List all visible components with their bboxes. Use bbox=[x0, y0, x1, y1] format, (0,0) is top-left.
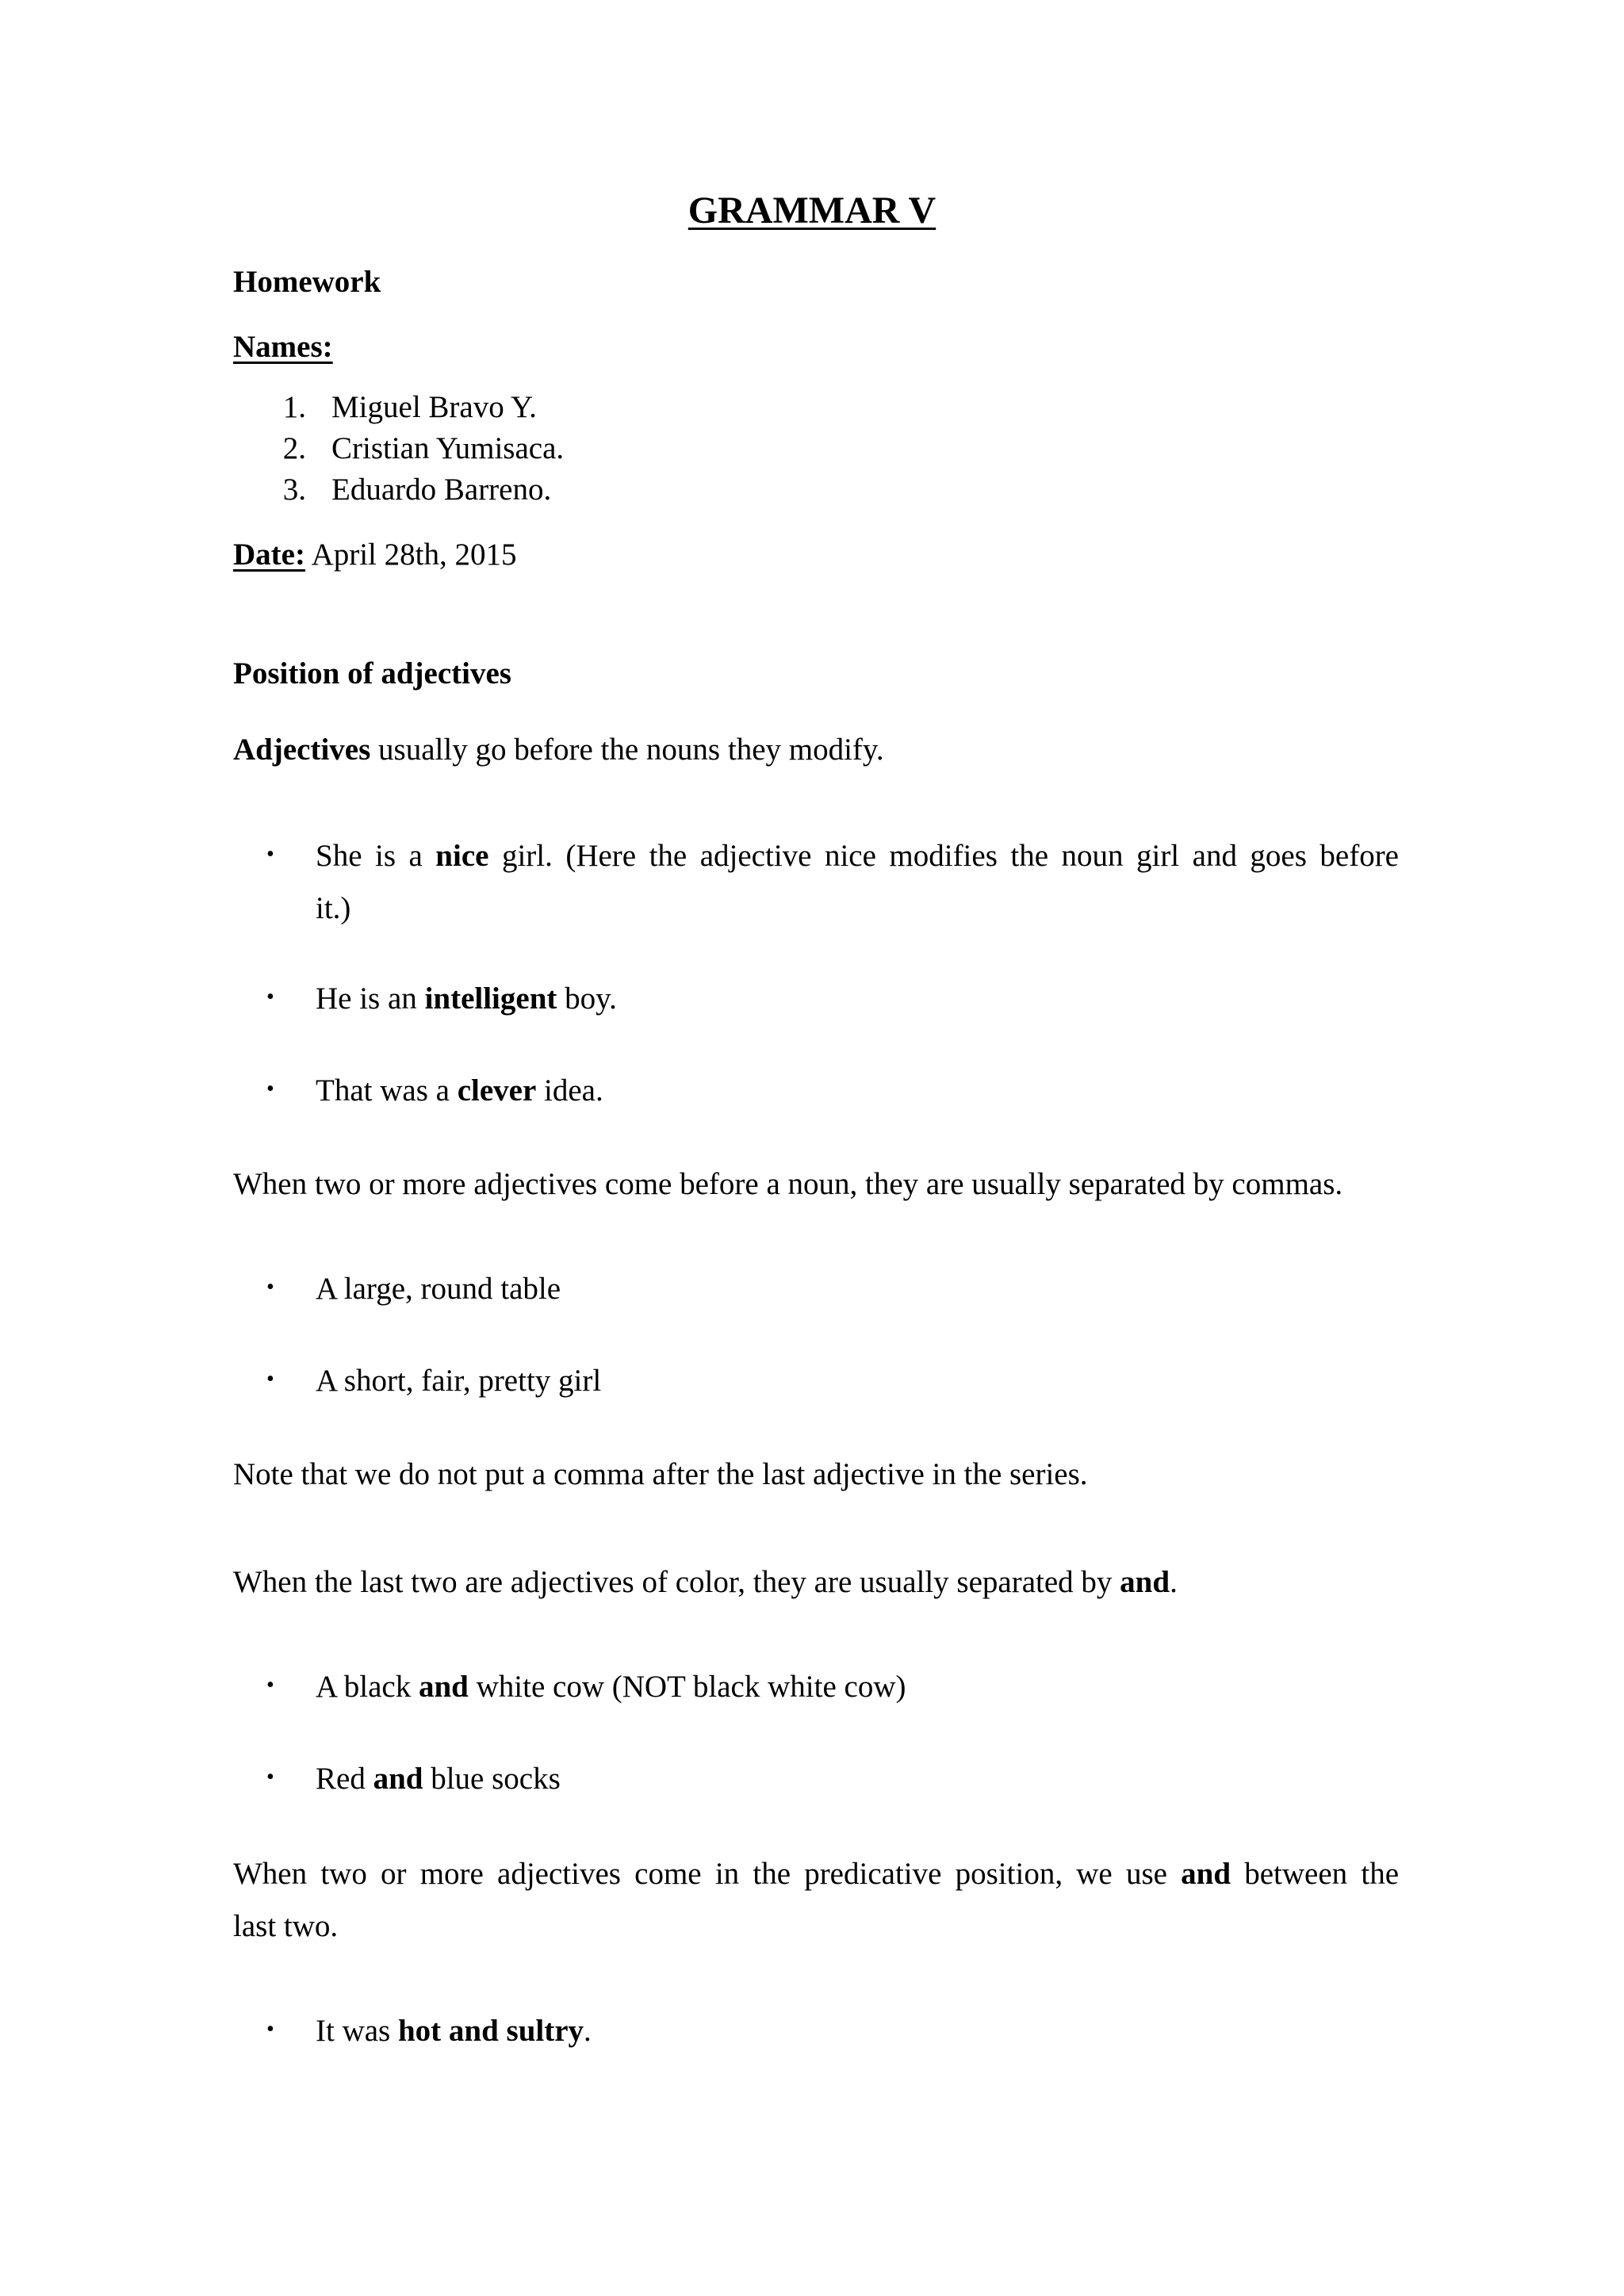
bullet-icon: • bbox=[266, 842, 274, 867]
list-number: 3. bbox=[282, 473, 306, 507]
example-line: A black and white cow (NOT black white cow) bbox=[316, 1670, 906, 1704]
example-line: it.) bbox=[316, 891, 351, 925]
bullet-icon: • bbox=[266, 2017, 274, 2042]
example-line: A large, round table bbox=[316, 1272, 561, 1306]
paragraph: last two. bbox=[233, 1909, 339, 1943]
bullet-icon: • bbox=[266, 1673, 274, 1697]
homework-label: Homework bbox=[233, 265, 381, 299]
example-line: A short, fair, pretty girl bbox=[316, 1364, 602, 1398]
bullet-icon: • bbox=[266, 1765, 274, 1789]
date-value: April 28th, 2015 bbox=[311, 538, 517, 572]
paragraph: Note that we do not put a comma after the last adjective in the series. bbox=[233, 1457, 1088, 1491]
date-label: Date: bbox=[233, 538, 305, 572]
bullet-icon: • bbox=[266, 985, 274, 1009]
example-line: That was a clever idea. bbox=[316, 1073, 603, 1108]
list-number: 2. bbox=[282, 431, 306, 465]
bullet-icon: • bbox=[266, 1275, 274, 1299]
example-line: She is a nice girl. (Here the adjective nice modifies the noun girl and goes before bbox=[316, 839, 1399, 873]
document-title: GRAMMAR V bbox=[688, 189, 936, 232]
names-label: Names: bbox=[233, 330, 333, 364]
bullet-icon: • bbox=[266, 1367, 274, 1391]
bullet-icon: • bbox=[266, 1077, 274, 1101]
paragraph: Adjectives usually go before the nouns they modify. bbox=[233, 733, 884, 767]
list-number: 1. bbox=[282, 390, 306, 424]
example-line: He is an intelligent boy. bbox=[316, 982, 617, 1016]
example-line: Red and blue socks bbox=[316, 1762, 561, 1796]
list-item: Miguel Bravo Y. bbox=[331, 390, 537, 424]
section-heading: Position of adjectives bbox=[233, 656, 511, 691]
example-line: It was hot and sultry. bbox=[316, 2014, 592, 2048]
paragraph: When two or more adjectives come before a noun, they are usually separated by commas. bbox=[233, 1167, 1343, 1201]
date-line bbox=[233, 539, 516, 570]
list-item: Eduardo Barreno. bbox=[331, 473, 552, 507]
paragraph: When two or more adjectives come in the predicative position, we use and between the bbox=[233, 1857, 1400, 1891]
paragraph: When the last two are adjectives of color, they are usually separated by and. bbox=[233, 1565, 1178, 1599]
list-item: Cristian Yumisaca. bbox=[331, 431, 565, 465]
